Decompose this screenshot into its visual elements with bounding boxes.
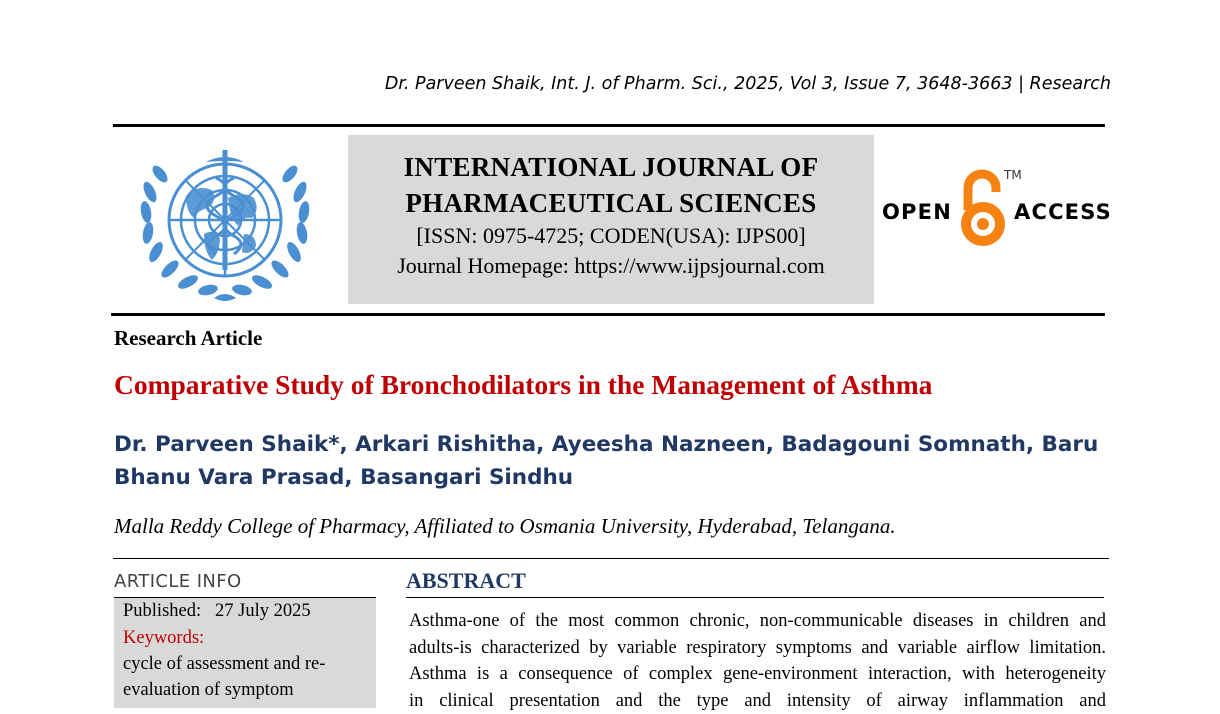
- abstract-line: in clinical presentation and the type and intensity of airway inflammation and: [409, 688, 1106, 714]
- published-date: 27 July 2025: [215, 601, 311, 621]
- journal-masthead: [348, 135, 874, 304]
- authors-line-2: Bhanu Vara Prasad, Basangari Sindhu: [114, 461, 1114, 494]
- header-rule-top: [113, 124, 1105, 127]
- keywords-line-2: evaluation of symptom: [123, 680, 294, 701]
- article-title: Comparative Study of Bronchodilators in the Management of Asthma: [114, 369, 932, 401]
- open-access-badge: [880, 166, 1110, 252]
- header-rule-bottom: [111, 313, 1105, 316]
- published-row: [123, 601, 311, 622]
- running-header: Dr. Parveen Shaik, Int. J. of Pharm. Sci., 2025, Vol 3, Issue 7, 3648-3663 | Research: [380, 74, 1111, 94]
- journal-issn: [ISSN: 0975-4725; CODEN(USA): IJPS00]: [348, 221, 874, 251]
- author-list: [114, 428, 1114, 494]
- abstract-line: adults-is characterized by variable respiratory symptoms and variable airflow limitation.: [409, 635, 1106, 662]
- keywords-label: Keywords:: [123, 628, 204, 649]
- journal-emblem-icon: [126, 138, 324, 306]
- article-info-box: [114, 598, 376, 708]
- section-divider: [113, 558, 1109, 559]
- journal-name-line2: PHARMACEUTICAL SCIENCES: [348, 185, 874, 221]
- article-info-heading: ARTICLE INFO: [114, 571, 242, 592]
- open-access-open-label: OPEN: [882, 200, 952, 224]
- abstract-body: [409, 608, 1106, 714]
- abstract-heading: ABSTRACT: [406, 568, 526, 594]
- journal-homepage[interactable]: Journal Homepage: https://www.ijpsjournal.com: [348, 251, 874, 281]
- affiliation: Malla Reddy College of Pharmacy, Affiliated to Osmania University, Hyderabad, Telangana.: [114, 514, 896, 539]
- article-type: Research Article: [114, 326, 262, 351]
- open-access-access-label: ACCESS: [1014, 200, 1112, 224]
- trademark-symbol: TM: [1004, 168, 1022, 182]
- published-label: Published:: [123, 601, 201, 621]
- abstract-line: Asthma-one of the most common chronic, non-communicable diseases in children and: [409, 608, 1106, 635]
- journal-name-line1: INTERNATIONAL JOURNAL OF: [348, 149, 874, 185]
- abstract-rule: [406, 597, 1104, 598]
- keywords-line-1: cycle of assessment and re-: [123, 654, 325, 675]
- abstract-line: Asthma is a consequence of complex gene-environment interaction, with heterogeneity: [409, 661, 1106, 688]
- authors-line-1: Dr. Parveen Shaik*, Arkari Rishitha, Ayeesha Nazneen, Badagouni Somnath, Baru: [114, 428, 1114, 461]
